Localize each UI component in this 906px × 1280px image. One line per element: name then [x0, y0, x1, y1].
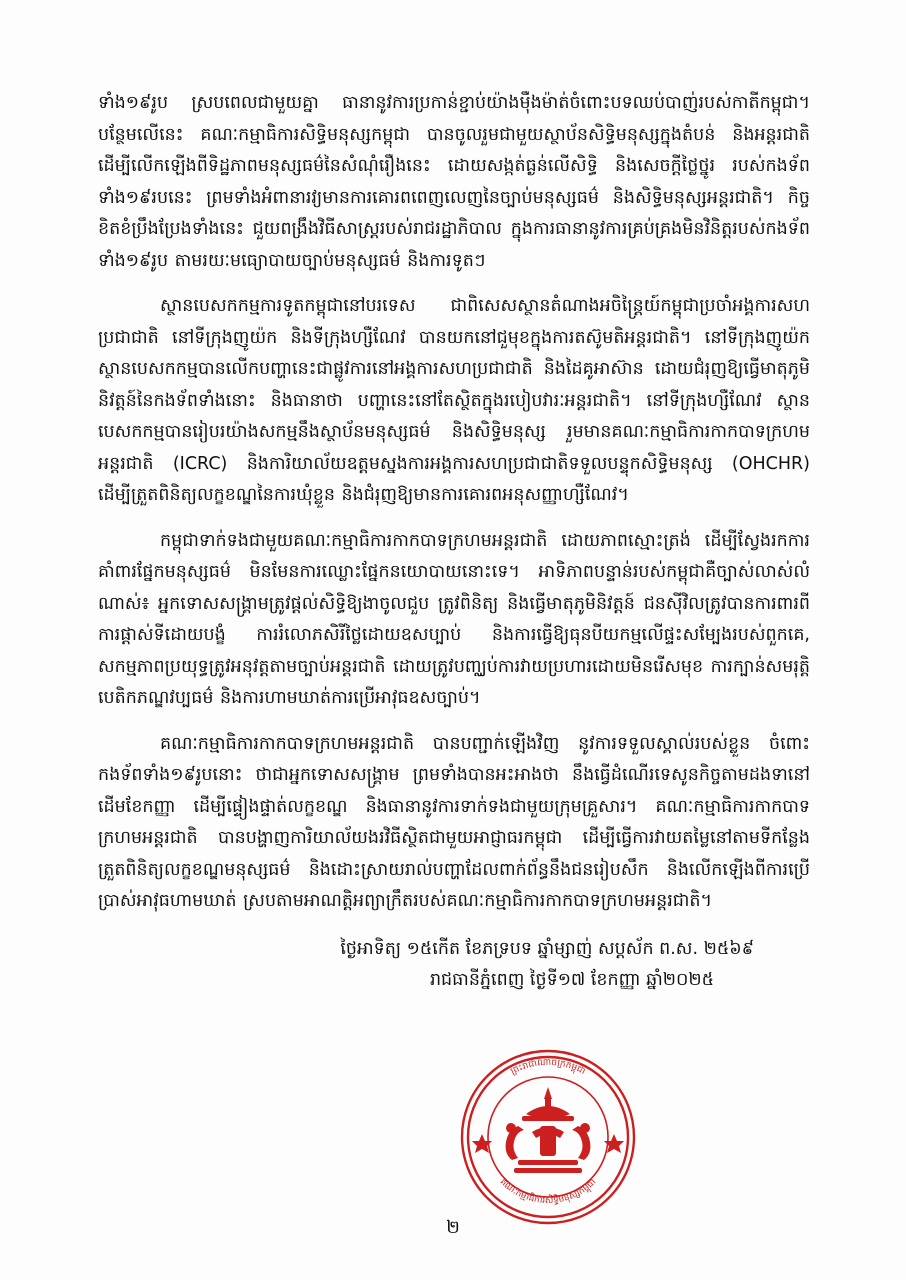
signature-block: [98, 934, 810, 997]
official-seal-icon: [448, 1042, 648, 1232]
signature-place-line: រាជធានីភ្នំពេញ ថ្ងៃទី១៧ ខែកញ្ញា ឆ្នាំ២០២៥: [429, 970, 714, 990]
signature-date-line: ថ្ងៃអាទិត្យ ១៥កើត ខែភទ្របទ ឆ្នាំម្សាញ់ សប្តស័ក ព.ស. ២៥៦៩: [340, 938, 754, 959]
page-number: ២: [446, 1217, 460, 1238]
seal-top-text: ព្រះរាជាណាចក្រកម្ពុជា: [509, 1057, 587, 1078]
seal-bottom-text: គណៈកម្មាធិការសិទ្ធិមនុស្សកម្ពុជា: [497, 1177, 599, 1207]
paragraph: កម្ពុជាទាក់ទងជាមួយគណៈកម្មាធិការកាកបាទក្រហមអន្តរជាតិ ដោយភាពស្មោះត្រង់ ដើម្បីស្វែងរកការគាំពារផ្នែកមនុស្សធម៌ មិនមែនការឈ្លោះផ្នែកនយោបាយនោះទេ។ អាទិភាពបន្ទាន់របស់កម្ពុជាគឺច្បាស់លាស់លំណាស់៖ អ្នកទោសសង្រ្គាមត្រូវផ្តល់សិទ្ធិឱ្យងាចូលជួប ត្រូវពិនិត្យ និងធ្វើមាតុភូមិនិវត្តន៍ ជនស៊ីវិលត្រូវបានការពារពីការផ្តាស់ទីដោយបង្ខំ ការរំលោភសិរីថ្លៃដោយឧសប្បាប់ និងការធ្វើឱ្យធុនបីយកម្មលើផ្ទះសម្បែងរបស់ពួកគេ, សកម្មភាពប្រយុទ្ធត្រូវអនុវត្តតាមច្បាប់អន្តរជាតិ ដោយត្រូវបញ្ឈប់ការវាយប្រហារដោយមិនរើសមុខ ការក្បាន់សមរុត្តិបេតិកភណ្ឌវប្បធម៌ និងការហាមឃាត់ការប្រើអាវុធឧសច្បាប់។: [98, 530, 810, 708]
paragraph: ទាំង១៩រូប ស្របពេលជាមួយគ្នា ធានានូវការប្រកាន់ខ្ជាប់យ៉ាងម៉ឺងម៉ាត់ចំពោះបទឈប់បាញ់របស់កាតីកម្ពុជា។ បន្ថែមលើនេះ គណៈកម្មាធិការសិទ្ធិមនុស្សកម្ពុជា បានចូលរួមជាមួយស្ថាប័នសិទ្ធិមនុស្សក្នុងតំបន់ និងអន្តរជាតិ ដើម្បីលើកឡើងពីទិដ្ឋភាពមនុស្សធម៌នៃសំណុំរឿងនេះ ដោយសង្កត់ធ្ងន់លើសិទ្ធិ និងសេចក្តីថ្លៃថ្នូរ របស់កងទ័ពទាំង១៩របនេះ ព្រមទាំងអំពានារវ្យមានការគោរពពេញលេញនៃច្បាប់មនុស្សធម៌ និងសិទ្ធិមនុស្សអន្តរជាតិ។ កិច្ចខិតខំប្រឹងប្រែងទាំងនេះ ជួយពង្រឹងវិធីសាស្ត្ររបស់រាជរដ្ឋាភិបាល ក្នុងការធានានូវការគ្រប់គ្រងមិនវិនិត្តរបស់កងទ័ពទាំង១៩រូប តាមរយៈមធ្យោបាយច្បាប់មនុស្សធម៌ និងការទូតៗ: [98, 93, 810, 271]
paragraph: ស្ថានបេសកកម្មការទូតកម្ពុជានៅបរទេស ជាពិសេសស្ថានតំណាងអចិន្ត្រៃយ៍កម្ពុជាប្រចាំអង្គការសហប្រជាជាតិ នៅទីក្រុងញូយ៉ក និងទីក្រុងហ្សឺណែវ បានយកនៅជួមុខក្នុងការតស៊ូមតិអន្តរជាតិ។ នៅទីក្រុងញូយ៉ក ស្ថានបេសកកម្មបានលើកបញ្ហានេះជាផ្លូវការនៅអង្គការសហប្រជាជាតិ និងដៃគូអាស៊ាន ដោយជំរុញឱ្យធ្វើមាតុភូមិនិវត្តន៍នៃកងទ័ពទាំងនោះ និងធានាថា បញ្ហានេះនៅតែស្ថិតក្នុងរបៀបវារៈអន្តរជាតិ។ នៅទីក្រុងហ្សឺណែវ ស្ថានបេសកកម្មបានរៀបរយ៉ាងសកម្មនឹងស្ថាប័នមនុស្សធម៌ និងសិទ្ធិមនុស្ស រួមមានគណៈកម្មាធិការកាកបាទក្រហមអន្តរជាតិ (ICRC) និងការិយាល័យឧត្តមស្នងការអង្គការសហប្រជាជាតិទទួលបន្ទុកសិទ្ធិមនុស្ស (OHCHR) ដើម្បីត្រួតពិនិត្យលក្ខខណ្ឌនៃការឃុំខ្លួន និងជំរុញឱ្យមានការគោរពអនុសញ្ញាហ្សឺណែវ។: [98, 296, 810, 505]
document-body: [98, 88, 810, 997]
paragraph: គណៈកម្មាធិការកាកបាទក្រហមអន្តរជាតិ បានបញ្ជាក់ឡើងវិញ នូវការទទួលស្គាល់របស់ខ្លួន ចំពោះកងទ័ពទាំង១៩រូបនោះ ថាជាអ្នកទោសសង្រ្គាម ព្រមទាំងបានអះអាងថា នឹងធ្វើដំណើរទេសូនកិច្ចតាមដងទានៅដើមខែកញ្ញា ដើម្បីផ្ទៀងផ្ទាត់លក្ខខណ្ឌ និងធានានូវការទាក់ទងជាមួយក្រុមគ្រួសារ។ គណៈកម្មាធិការកាកបាទក្រហមអន្តរជាតិ បានបង្ហាញការិយាល័យងរវិធីស្ថិតជាមួយអាជ្ញាធរកម្ពុជា ដើម្បីធ្វើការវាយតម្លៃនៅតាមទីកន្លែង ត្រួតពិនិត្យលក្ខខណ្ឌមនុស្សធម៌ និងដោះស្រាយរាល់បញ្ហាដែលពាក់ព័ន្ធនឹងជនរៀបសឹក និងលើកឡើងពីការប្រើប្រាស់អាវុធហាមឃាត់ ស្របតាមអាណត្តិអព្យាក្រឹតរបស់គណៈកម្មាធិការកាកបាទក្រហមអន្តរជាតិ។: [98, 733, 810, 911]
seal-container: [448, 1042, 648, 1232]
